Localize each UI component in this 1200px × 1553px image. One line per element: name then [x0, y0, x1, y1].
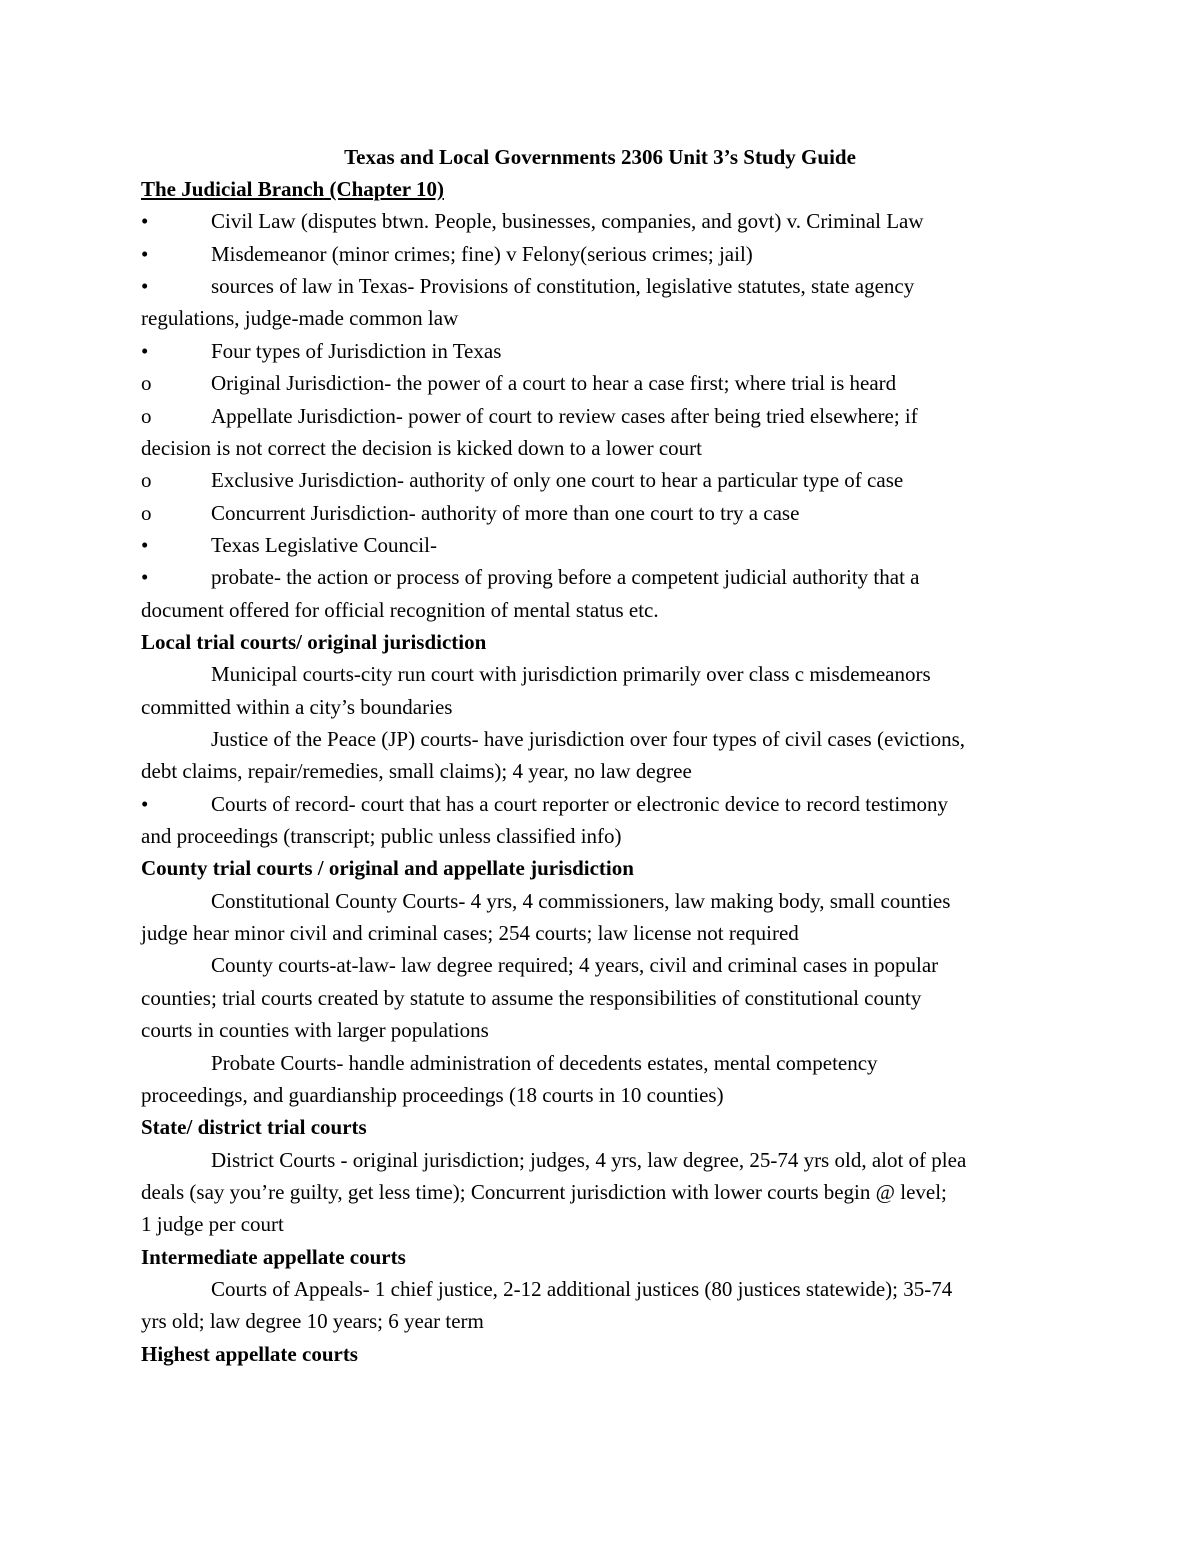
bullet-marker: • — [141, 565, 149, 590]
text-line: and proceedings (transcript; public unless classified info) — [141, 824, 622, 848]
text-line: judge hear minor civil and criminal cases; 254 courts; law license not required — [141, 921, 799, 946]
list-item — [141, 561, 920, 593]
list-item-text: Four types of Jurisdiction in Texas — [211, 338, 502, 363]
list-item — [141, 367, 896, 399]
section-heading: County trial courts / original and appellate jurisdiction — [141, 856, 634, 881]
text-line: document offered for official recognition of mental status etc. — [141, 597, 659, 622]
list-item-text: Texas Legislative Council- — [211, 532, 437, 557]
indented-paragraph-line: Probate Courts- handle administration of decedents estates, mental competency — [211, 1050, 878, 1075]
sub-bullet-marker: o — [141, 500, 152, 525]
indented-paragraph-line: District Courts - original jurisdiction; judges, 4 yrs, law degree, 25-74 yrs old, alot of plea — [211, 1147, 967, 1172]
text-line: counties; trial courts created by statute to assume the responsibilities of constitutional county — [141, 985, 922, 1010]
indented-paragraph-line: Courts of Appeals- 1 chief justice, 2-12 additional justices (80 justices statewide); 35-74 — [211, 1276, 953, 1301]
list-item-text: Exclusive Jurisdiction- authority of only one court to hear a particular type of case — [211, 468, 904, 493]
text-line: regulations, judge-made common law — [141, 306, 459, 331]
indented-paragraph-line: Constitutional County Courts- 4 yrs, 4 commissioners, law making body, small counties — [211, 888, 951, 913]
list-item — [141, 788, 948, 820]
text-line: courts in counties with larger populations — [141, 1018, 489, 1043]
bullet-marker: • — [141, 338, 149, 363]
list-item-text: sources of law in Texas- Provisions of constitution, legislative statutes, state agency — [211, 274, 915, 299]
bullet-marker: • — [141, 209, 149, 234]
list-item-text: Misdemeanor (minor crimes; fine) v Felony(serious crimes; jail) — [211, 241, 753, 266]
list-item-text: Courts of record- court that has a court reporter or electronic device to record testimony — [211, 791, 949, 816]
list-item — [141, 270, 914, 302]
list-item — [141, 529, 437, 561]
document-title: Texas and Local Governments 2306 Unit 3’s Study Guide — [344, 145, 856, 169]
list-item-text: probate- the action or process of proving before a competent judicial authority that a — [211, 565, 920, 590]
list-item — [141, 400, 918, 432]
list-item — [141, 205, 924, 237]
list-item-text: Civil Law (disputes btwn. People, businesses, companies, and govt) v. Criminal Law — [211, 209, 924, 234]
sub-bullet-marker: o — [141, 468, 152, 493]
section-heading: Intermediate appellate courts — [141, 1244, 406, 1269]
bullet-marker: • — [141, 532, 149, 557]
text-line: committed within a city’s boundaries — [141, 694, 453, 719]
bullet-marker: • — [141, 274, 149, 299]
indented-paragraph-line: County courts-at-law- law degree required; 4 years, civil and criminal cases in popular — [211, 953, 939, 978]
text-line: deals (say you’re guilty, get less time); Concurrent jurisdiction with lower courts begin @ level; — [141, 1179, 947, 1204]
indented-paragraph-line: Justice of the Peace (JP) courts- have jurisdiction over four types of civil cases (evictions, — [211, 727, 966, 751]
list-item-text: Original Jurisdiction- the power of a court to hear a case first; where trial is heard — [211, 371, 897, 396]
sub-bullet-marker: o — [141, 371, 152, 396]
list-item — [141, 464, 903, 496]
bullet-marker: • — [141, 241, 149, 266]
section-heading: State/ district trial courts — [141, 1115, 367, 1140]
list-item-text: Appellate Jurisdiction- power of court to review cases after being tried elsewhere; if — [211, 403, 918, 428]
bullet-marker: • — [141, 791, 149, 816]
text-line: yrs old; law degree 10 years; 6 year term — [141, 1309, 484, 1334]
text-line: proceedings, and guardianship proceedings (18 courts in 10 counties) — [141, 1082, 724, 1107]
section-heading: Highest appellate courts — [141, 1341, 358, 1366]
list-item — [141, 497, 799, 529]
text-line: 1 judge per court — [141, 1212, 284, 1237]
list-item — [141, 335, 501, 367]
sub-bullet-marker: o — [141, 403, 152, 428]
section-heading: The Judicial Branch (Chapter 10) — [141, 177, 444, 201]
text-line: debt claims, repair/remedies, small claims); 4 year, no law degree — [141, 759, 692, 784]
list-item-text: Concurrent Jurisdiction- authority of more than one court to try a case — [211, 500, 800, 525]
list-item — [141, 238, 753, 270]
section-heading: Local trial courts/ original jurisdiction — [141, 629, 487, 654]
text-line: decision is not correct the decision is kicked down to a lower court — [141, 435, 703, 460]
indented-paragraph-line: Municipal courts-city run court with jurisdiction primarily over class c misdemeanors — [211, 662, 931, 687]
